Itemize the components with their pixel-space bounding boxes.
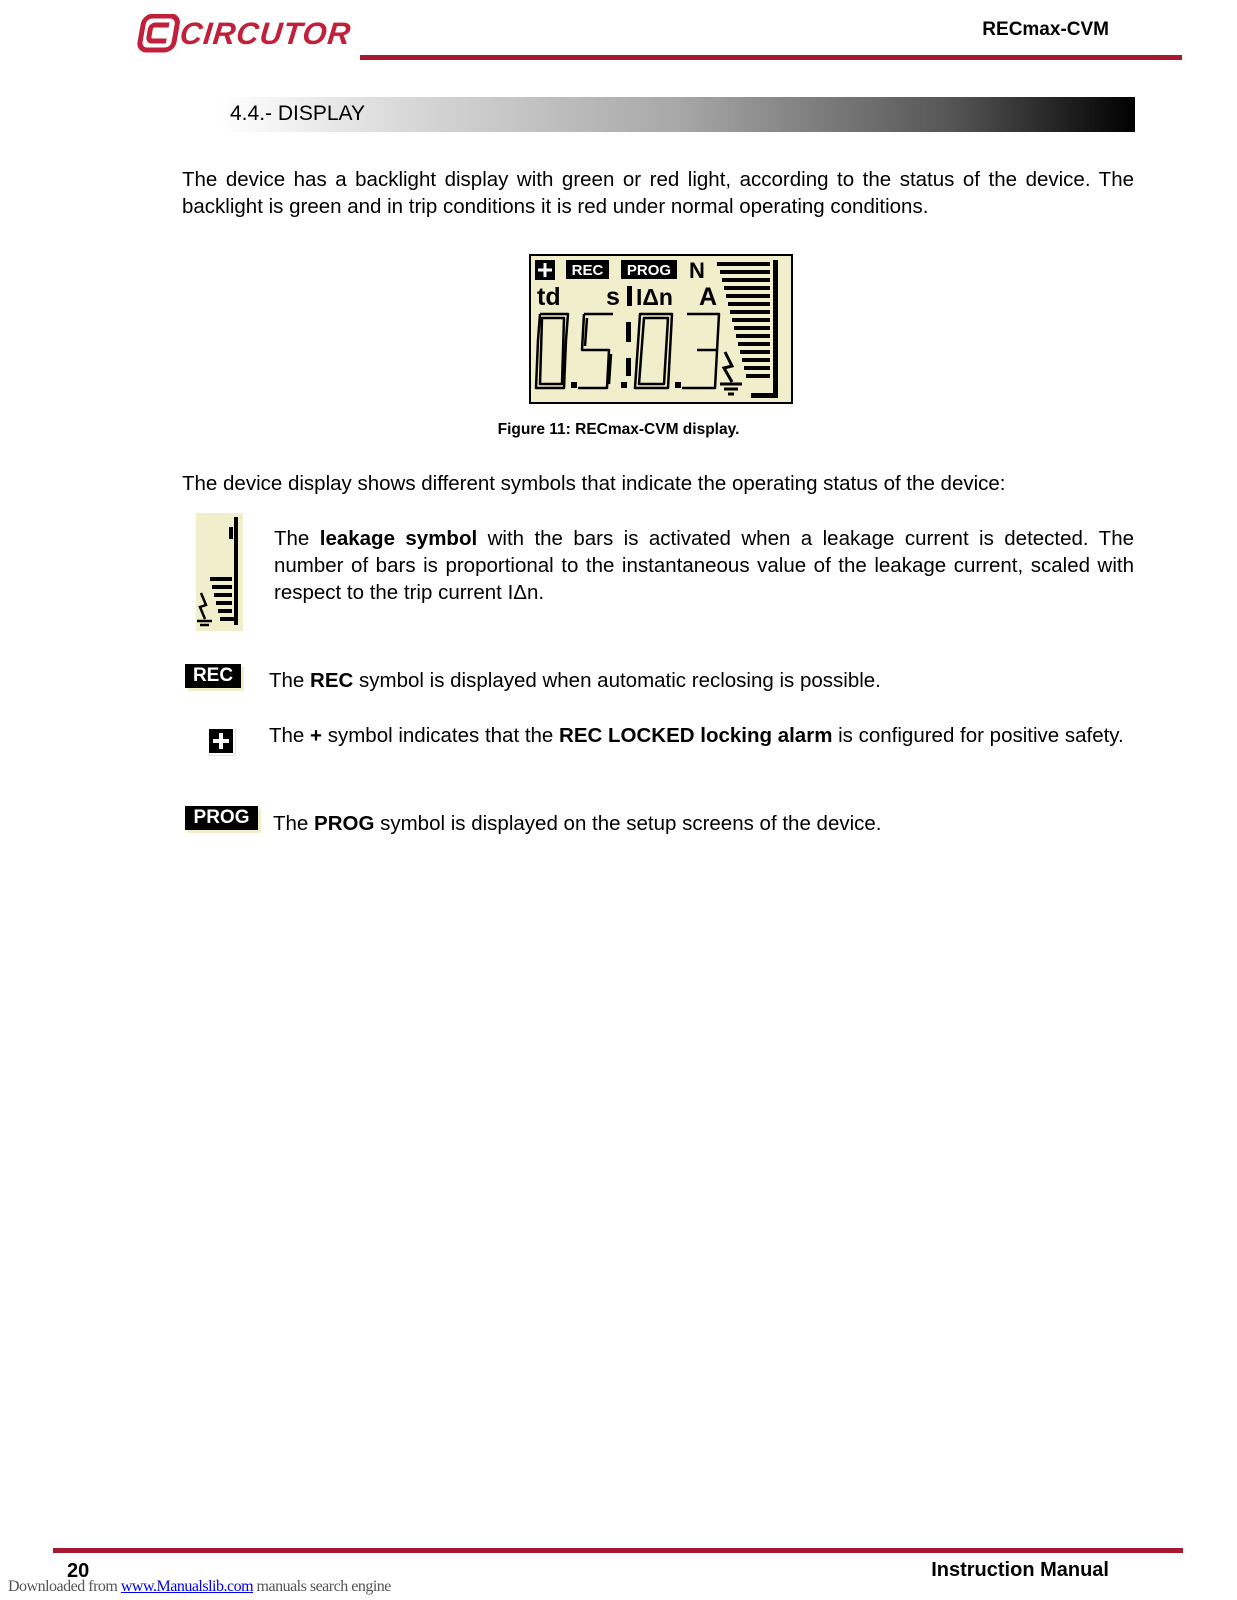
- prog-symbol-badge: PROG: [185, 806, 258, 830]
- lcd-prog-label: PROG: [626, 262, 672, 279]
- footer-rule: [53, 1548, 1183, 1553]
- lcd-bar: [736, 334, 770, 338]
- lcd-bar: [742, 358, 770, 362]
- figure-caption: Figure 11: RECmax-CVM display.: [497, 421, 740, 438]
- prog-symbol-description: The PROG symbol is displayed on the setup screens of the device.: [273, 812, 882, 835]
- brand-name: CIRCUTOR: [178, 16, 353, 51]
- lcd-bar: [740, 350, 770, 354]
- leakage-symbol-icon: [196, 513, 246, 631]
- manualslib-link[interactable]: www.Manualslib.com: [120, 1578, 254, 1595]
- rec-symbol-description: The REC symbol is displayed when automatic reclosing is possible.: [269, 669, 881, 692]
- lcd-plus-icon: [535, 260, 555, 280]
- lcd-bar: [726, 294, 770, 298]
- lcd-s-label: s: [606, 283, 620, 311]
- plus-symbol-icon: [207, 727, 235, 755]
- lcd-separator-bar: [627, 286, 632, 306]
- plus-symbol-description: The + symbol indicates that the REC LOCKED locking alarm is configured for positive safety.: [269, 724, 1124, 747]
- download-note: Downloaded from www.Manualslib.com manuals search engine: [8, 1578, 391, 1595]
- lcd-bar-frame: [773, 260, 778, 398]
- rec-symbol-badge: REC: [185, 664, 241, 688]
- lcd-n-label: N: [689, 258, 705, 283]
- lcd-td-label: td: [537, 283, 561, 311]
- document-title: RECmax-CVM: [982, 19, 1109, 40]
- lcd-bar: [732, 318, 770, 322]
- symbols-intro-paragraph: The device display shows different symbols that indicate the operating status of the device:: [182, 472, 1006, 495]
- lcd-display-figure: [529, 254, 793, 404]
- lcd-dot-1: [571, 382, 577, 388]
- lcd-bar: [738, 342, 770, 346]
- lcd-bar: [744, 366, 770, 370]
- intro-paragraph: The device has a backlight display with green or red light, according to the status of the device. The backlight is green and in trip conditions it is red under normal operating conditions.: [182, 168, 1134, 218]
- lcd-bar: [728, 302, 770, 306]
- leakage-symbol-description: The leakage symbol with the bars is activated when a leakage current is detected. The number of bars is proportional to the instantaneous value of the leakage current, scaled with respect to the trip current IΔn.: [274, 527, 1134, 604]
- section-title: 4.4.- DISPLAY: [230, 102, 366, 125]
- lcd-a-label: A: [699, 283, 718, 311]
- lcd-bar: [720, 270, 770, 274]
- footer-title: Instruction Manual: [931, 1559, 1109, 1581]
- lcd-bar: [722, 278, 770, 282]
- header-rule: [360, 55, 1182, 60]
- lcd-bar: [717, 262, 770, 266]
- lcd-colon-bottom: [626, 358, 631, 376]
- page-number: 20: [67, 1560, 90, 1582]
- lcd-bar: [734, 326, 770, 330]
- lcd-idn-label: IΔn: [636, 284, 673, 310]
- lcd-bar: [724, 286, 770, 290]
- lcd-bar-frame: [751, 393, 778, 398]
- lcd-rec-label: REC: [571, 262, 604, 279]
- lcd-bar: [746, 374, 770, 378]
- lcd-bar: [730, 310, 770, 314]
- circutor-logo-mark: [139, 16, 179, 50]
- lcd-colon-top: [626, 322, 631, 342]
- lcd-dot-3: [675, 382, 681, 388]
- lcd-dot-2: [621, 382, 627, 388]
